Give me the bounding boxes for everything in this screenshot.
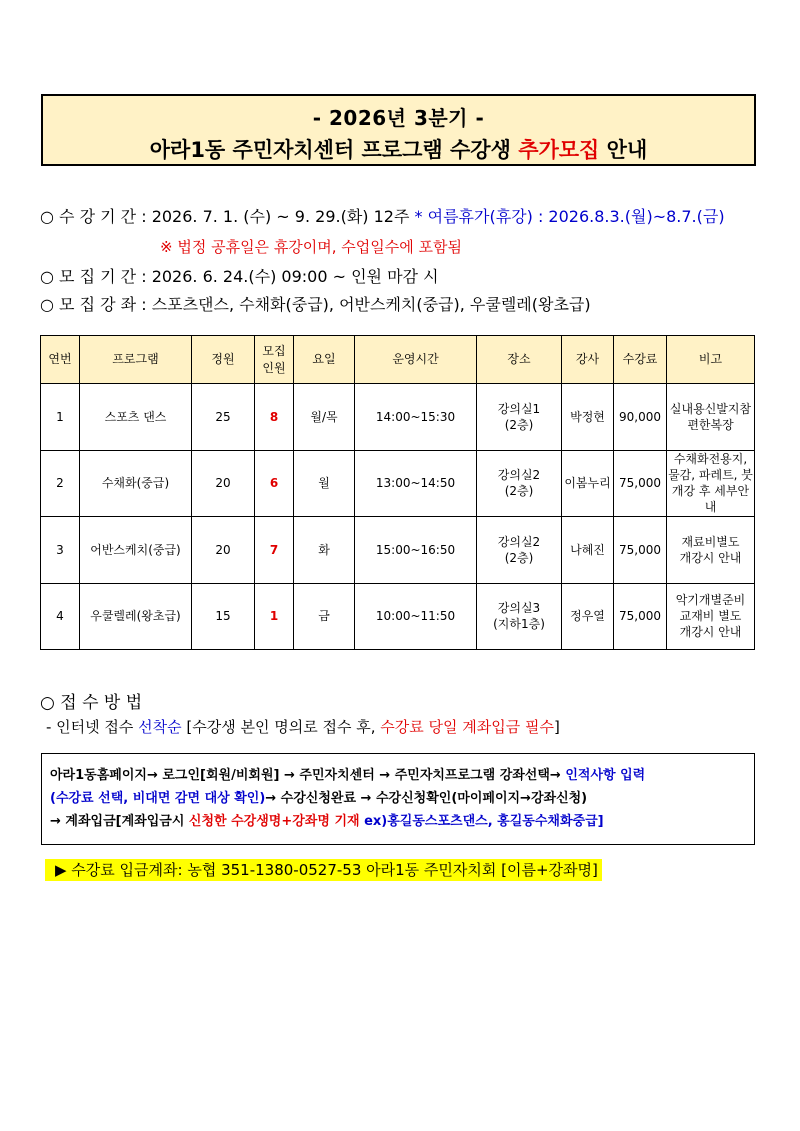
cell-note: 악기개별준비 교재비 별도 개강시 안내 bbox=[667, 583, 755, 650]
cell-place: 강의실2 (2층) bbox=[477, 517, 562, 584]
header-day: 요일 bbox=[294, 336, 355, 384]
reception-mid: [수강생 본인 명의로 접수 후, bbox=[181, 718, 381, 736]
table-row bbox=[41, 450, 755, 517]
cell-time: 15:00~16:50 bbox=[355, 517, 477, 584]
title-main bbox=[43, 134, 754, 164]
process-step-3: → 계좌입금[계좌입금시 bbox=[50, 814, 189, 829]
process-step-2-highlight: (수강료 선택, 비대면 감면 대상 확인) bbox=[50, 791, 266, 806]
recruit-period: ○ 모 집 기 간 : 2026. 6. 24.(수) 09:00 ~ 인원 마감 시 bbox=[40, 267, 439, 286]
cell-program: 어반스케치(중급) bbox=[80, 517, 192, 584]
cell-day: 월/목 bbox=[294, 384, 355, 451]
cell-place: 강의실3 (지하1층) bbox=[477, 583, 562, 650]
cell-recruit: 8 bbox=[255, 384, 294, 451]
cell-time: 10:00~11:50 bbox=[355, 583, 477, 650]
cell-place: 강의실1 (2층) bbox=[477, 384, 562, 451]
process-step-2: → 수강신청완료 → 수강신청확인(마이페이지→강좌신청) bbox=[265, 791, 588, 806]
cell-program: 스포츠 댄스 bbox=[80, 384, 192, 451]
title-suffix: 안내 bbox=[599, 138, 648, 162]
cell-day: 월 bbox=[294, 450, 355, 517]
cell-time: 13:00~14:50 bbox=[355, 450, 477, 517]
vacation-note: * 여름휴가(휴강) : 2026.8.3.(월)~8.7.(금) bbox=[414, 207, 725, 226]
title-quarter: - 2026년 3분기 - bbox=[312, 106, 485, 130]
cell-fee: 75,000 bbox=[614, 583, 667, 650]
cell-instructor: 이봄누리 bbox=[562, 450, 614, 517]
cell-program: 수채화(중급) bbox=[80, 450, 192, 517]
process-line-1 bbox=[50, 764, 746, 787]
cell-recruit: 1 bbox=[255, 583, 294, 650]
course-period: ○ 수 강 기 간 : 2026. 7. 1. (수) ~ 9. 29.(화) 12주 bbox=[40, 207, 410, 226]
reception-heading: ○ 접 수 방 법 bbox=[40, 693, 143, 713]
cell-capacity: 20 bbox=[192, 517, 255, 584]
header-fee: 수강료 bbox=[614, 336, 667, 384]
cell-capacity: 25 bbox=[192, 384, 255, 451]
account-info: ▶ 수강료 입금계좌: 농협 351-1380-0527-53 아라1동 주민자치회 [이름+강좌명] bbox=[45, 859, 602, 881]
title-box bbox=[41, 94, 756, 166]
cell-instructor: 박정현 bbox=[562, 384, 614, 451]
reception-prefix: - 인터넷 접수 bbox=[46, 718, 139, 736]
cell-note: 수채화전용지, 물감, 파레트, 붓 개강 후 세부안내 bbox=[667, 450, 755, 517]
reception-required: 수강료 당일 계좌입금 필수 bbox=[380, 718, 554, 736]
cell-time: 14:00~15:30 bbox=[355, 384, 477, 451]
cell-program: 우쿨렐레(왕초급) bbox=[80, 583, 192, 650]
table-row bbox=[41, 583, 755, 650]
cell-fee: 75,000 bbox=[614, 450, 667, 517]
cell-capacity: 20 bbox=[192, 450, 255, 517]
cell-day: 화 bbox=[294, 517, 355, 584]
cell-recruit: 6 bbox=[255, 450, 294, 517]
cell-capacity: 15 bbox=[192, 583, 255, 650]
course-table bbox=[40, 335, 755, 650]
process-step-1: 아라1동홈페이지→ 로그인[회원/비회원] → 주민자치센터 → 주민자치프로그램 강좌선택→ bbox=[50, 768, 566, 783]
process-line-2 bbox=[50, 787, 746, 810]
cell-no: 1 bbox=[41, 384, 80, 451]
header-program: 프로그램 bbox=[80, 336, 192, 384]
table-row bbox=[41, 384, 755, 451]
table-row bbox=[41, 517, 755, 584]
cell-fee: 75,000 bbox=[614, 517, 667, 584]
header-time: 운영시간 bbox=[355, 336, 477, 384]
header-no: 연번 bbox=[41, 336, 80, 384]
header-instructor: 강사 bbox=[562, 336, 614, 384]
cell-no: 2 bbox=[41, 450, 80, 517]
process-step-3-red: 신청한 수강생명+강좌명 기재 bbox=[188, 814, 360, 829]
process-step-3-example: ex)홍길동스포츠댄스, 홍길동수채화중급] bbox=[359, 814, 604, 829]
table-header-row bbox=[41, 336, 755, 384]
reception-end: ] bbox=[553, 718, 560, 736]
reception-first: 선착순 bbox=[138, 718, 182, 736]
header-place: 장소 bbox=[477, 336, 562, 384]
title-highlight: 추가모집 bbox=[518, 138, 600, 162]
recruit-courses: ○ 모 집 강 좌 : 스포츠댄스, 수채화(중급), 어반스케치(중급), 우쿨렐레(왕초급) bbox=[40, 295, 591, 314]
cell-recruit: 7 bbox=[255, 517, 294, 584]
title-prefix: 아라1동 주민자치센터 프로그램 수강생 bbox=[149, 138, 519, 162]
cell-no: 3 bbox=[41, 517, 80, 584]
header-note: 비고 bbox=[667, 336, 755, 384]
cell-instructor: 나혜진 bbox=[562, 517, 614, 584]
cell-note: 재료비별도 개강시 안내 bbox=[667, 517, 755, 584]
process-box bbox=[41, 753, 755, 845]
reception-line bbox=[46, 716, 560, 737]
process-step-1-highlight: 인적사항 입력 bbox=[565, 768, 646, 783]
holiday-note: ※ 법정 공휴일은 휴강이며, 수업일수에 포함됨 bbox=[160, 238, 462, 256]
process-line-3 bbox=[50, 810, 746, 833]
cell-place: 강의실2 (2층) bbox=[477, 450, 562, 517]
cell-day: 금 bbox=[294, 583, 355, 650]
cell-instructor: 정우열 bbox=[562, 583, 614, 650]
cell-no: 4 bbox=[41, 583, 80, 650]
header-recruit: 모집 인원 bbox=[255, 336, 294, 384]
cell-fee: 90,000 bbox=[614, 384, 667, 451]
course-period-line bbox=[40, 204, 725, 227]
header-capacity: 정원 bbox=[192, 336, 255, 384]
cell-note: 실내용신발지참 편한복장 bbox=[667, 384, 755, 451]
